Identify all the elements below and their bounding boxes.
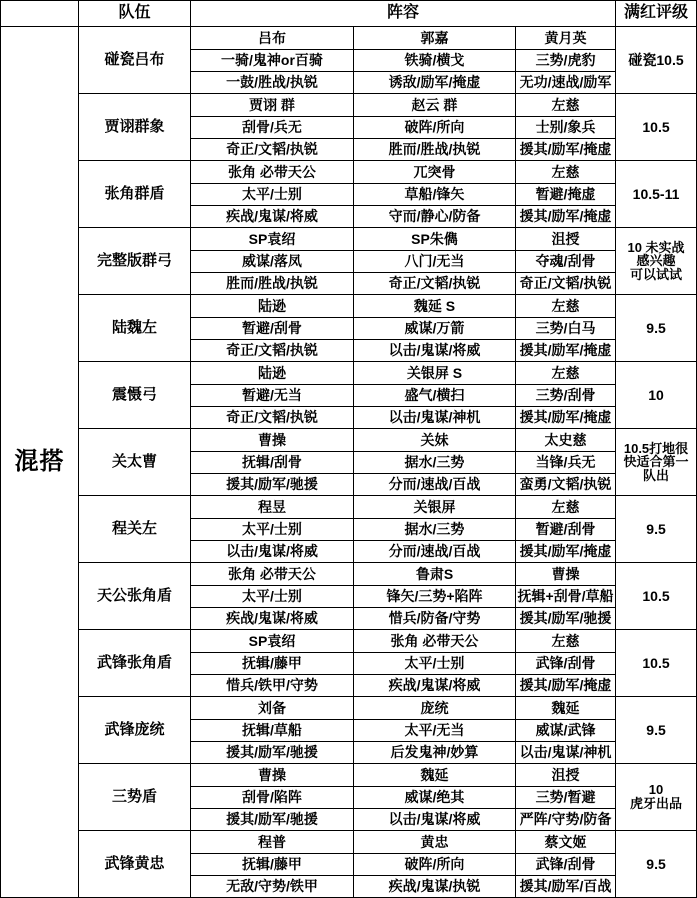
skill-cell: 威谋/武锋 <box>516 720 616 742</box>
skill-cell: 武锋/刮骨 <box>516 854 616 876</box>
hero-name-cell: 左慈 <box>516 161 616 184</box>
skill-cell: 奇正/文韬/执锐 <box>191 340 354 362</box>
table-row <box>1 161 697 184</box>
skill-cell: 蛮勇/文韬/执锐 <box>516 474 616 496</box>
hero-name-cell: 赵云 群 <box>354 94 516 117</box>
team-name-cell: 武锋黄忠 <box>79 831 191 898</box>
skill-cell: 以击/鬼谋/将威 <box>354 340 516 362</box>
header-team: 队伍 <box>79 1 191 27</box>
skill-cell: 惜兵/防备/守势 <box>354 608 516 630</box>
skill-cell: 抚辑/藤甲 <box>191 653 354 675</box>
skill-cell: 援其/励军/驰援 <box>191 474 354 496</box>
skill-cell: 铁骑/横戈 <box>354 50 516 72</box>
table-row <box>1 630 697 653</box>
skill-cell: 疾战/鬼谋/执锐 <box>354 876 516 898</box>
rating-cell: 10.5-11 <box>616 161 697 228</box>
hero-name-cell: 左慈 <box>516 94 616 117</box>
team-name-cell: 三势盾 <box>79 764 191 831</box>
skill-cell: 疾战/鬼谋/将威 <box>191 206 354 228</box>
skill-cell: 威谋/绝其 <box>354 787 516 809</box>
skill-cell: 抚辑+刮骨/草船 <box>516 586 616 608</box>
hero-name-cell: 曹操 <box>516 563 616 586</box>
skill-cell: 草船/锋矢 <box>354 184 516 206</box>
skill-cell: 严阵/守势/防备 <box>516 809 616 831</box>
skill-cell: 一鼓/胜战/执锐 <box>191 72 354 94</box>
hero-name-cell: 兀突骨 <box>354 161 516 184</box>
table-header-row <box>1 1 697 27</box>
rating-cell: 9.5 <box>616 697 697 764</box>
skill-cell: 奇正/文韬/执锐 <box>516 273 616 295</box>
hero-name-cell: 鲁肃S <box>354 563 516 586</box>
team-name-cell: 关太曹 <box>79 429 191 496</box>
hero-name-cell: 曹操 <box>191 764 354 787</box>
hero-name-cell: 贾诩 群 <box>191 94 354 117</box>
skill-cell: 破阵/所向 <box>354 117 516 139</box>
hero-name-cell: 沮授 <box>516 228 616 251</box>
skill-cell: 太平/无当 <box>354 720 516 742</box>
hero-name-cell: SP袁绍 <box>191 630 354 653</box>
skill-cell: 一骑/鬼神or百骑 <box>191 50 354 72</box>
hero-name-cell: 郭嘉 <box>354 27 516 50</box>
skill-cell: 抚辑/草船 <box>191 720 354 742</box>
rating-cell: 10.5 <box>616 94 697 161</box>
skill-cell: 抚辑/藤甲 <box>191 854 354 876</box>
skill-cell: 分而/速战/百战 <box>354 541 516 563</box>
team-name-cell: 碰瓷吕布 <box>79 27 191 94</box>
hero-name-cell: 吕布 <box>191 27 354 50</box>
team-name-cell: 程关左 <box>79 496 191 563</box>
header-category-blank <box>1 1 79 27</box>
hero-name-cell: SP袁绍 <box>191 228 354 251</box>
hero-name-cell: 沮授 <box>516 764 616 787</box>
skill-cell: 八门/无当 <box>354 251 516 273</box>
skill-cell: 惜兵/铁甲/守势 <box>191 675 354 697</box>
hero-name-cell: SP朱儁 <box>354 228 516 251</box>
skill-cell: 胜而/胜战/执锐 <box>191 273 354 295</box>
skill-cell: 刮骨/陷阵 <box>191 787 354 809</box>
skill-cell: 据水/三势 <box>354 519 516 541</box>
skill-cell: 援其/励军/掩虚 <box>516 206 616 228</box>
hero-name-cell: 黄忠 <box>354 831 516 854</box>
skill-cell: 太平/士别 <box>191 184 354 206</box>
hero-name-cell: 关银屏 <box>354 496 516 519</box>
rating-cell: 10.5 <box>616 630 697 697</box>
skill-cell: 守而/静心/防备 <box>354 206 516 228</box>
category-cell: 混搭 <box>1 27 79 898</box>
hero-name-cell: 庞统 <box>354 697 516 720</box>
table-row <box>1 831 697 854</box>
hero-name-cell: 太史慈 <box>516 429 616 452</box>
skill-cell: 援其/励军/掩虚 <box>516 407 616 429</box>
hero-name-cell: 左慈 <box>516 496 616 519</box>
skill-cell: 奇正/文韬/执锐 <box>354 273 516 295</box>
rating-cell: 10 虎牙出品 <box>616 764 697 831</box>
team-name-cell: 张角群盾 <box>79 161 191 228</box>
team-name-cell: 天公张角盾 <box>79 563 191 630</box>
skill-cell: 暂避/刮骨 <box>516 519 616 541</box>
hero-name-cell: 左慈 <box>516 295 616 318</box>
skill-cell: 太平/士别 <box>354 653 516 675</box>
hero-name-cell: 魏延 S <box>354 295 516 318</box>
skill-cell: 奇正/文韬/执锐 <box>191 407 354 429</box>
hero-name-cell: 黄月英 <box>516 27 616 50</box>
skill-cell: 刮骨/兵无 <box>191 117 354 139</box>
table-row <box>1 362 697 385</box>
skill-cell: 疾战/鬼谋/将威 <box>354 675 516 697</box>
header-lineup: 阵容 <box>191 1 616 27</box>
skill-cell: 夺魂/刮骨 <box>516 251 616 273</box>
skill-cell: 奇正/文韬/执锐 <box>191 139 354 161</box>
hero-name-cell: 左慈 <box>516 362 616 385</box>
rating-cell: 碰瓷10.5 <box>616 27 697 94</box>
team-name-cell: 武锋庞统 <box>79 697 191 764</box>
skill-cell: 援其/励军/掩虚 <box>516 675 616 697</box>
team-name-cell: 武锋张角盾 <box>79 630 191 697</box>
header-rating: 满红评级 <box>616 1 697 27</box>
hero-name-cell: 张角 必带天公 <box>354 630 516 653</box>
rating-cell: 9.5 <box>616 831 697 898</box>
hero-name-cell: 左慈 <box>516 630 616 653</box>
skill-cell: 援其/励军/驰援 <box>516 608 616 630</box>
skill-cell: 抚辑/刮骨 <box>191 452 354 474</box>
skill-cell: 盛气/横扫 <box>354 385 516 407</box>
team-name-cell: 完整版群弓 <box>79 228 191 295</box>
table-row <box>1 697 697 720</box>
rating-cell: 9.5 <box>616 496 697 563</box>
skill-cell: 胜而/胜战/执锐 <box>354 139 516 161</box>
table-row <box>1 429 697 452</box>
table-row <box>1 496 697 519</box>
skill-cell: 暂避/掩虚 <box>516 184 616 206</box>
skill-cell: 威谋/万箭 <box>354 318 516 340</box>
skill-cell: 后发鬼神/妙算 <box>354 742 516 764</box>
team-name-cell: 陆魏左 <box>79 295 191 362</box>
skill-cell: 三势/刮骨 <box>516 385 616 407</box>
skill-cell: 以击/鬼谋/将威 <box>354 809 516 831</box>
rating-cell: 10 <box>616 362 697 429</box>
skill-cell: 诱敌/励军/掩虚 <box>354 72 516 94</box>
skill-cell: 无功/速战/励军 <box>516 72 616 94</box>
skill-cell: 援其/励军/掩虚 <box>516 541 616 563</box>
skill-cell: 暂避/无当 <box>191 385 354 407</box>
hero-name-cell: 张角 必带天公 <box>191 563 354 586</box>
hero-name-cell: 关妹 <box>354 429 516 452</box>
hero-name-cell: 关银屏 S <box>354 362 516 385</box>
skill-cell: 太平/士别 <box>191 586 354 608</box>
team-name-cell: 贾诩群象 <box>79 94 191 161</box>
hero-name-cell: 程昱 <box>191 496 354 519</box>
skill-cell: 武锋/刮骨 <box>516 653 616 675</box>
hero-name-cell: 蔡文姬 <box>516 831 616 854</box>
skill-cell: 分而/速战/百战 <box>354 474 516 496</box>
skill-cell: 三势/白马 <box>516 318 616 340</box>
skill-cell: 破阵/所向 <box>354 854 516 876</box>
skill-cell: 威谋/落凤 <box>191 251 354 273</box>
table-row <box>1 94 697 117</box>
skill-cell: 援其/励军/掩虚 <box>516 139 616 161</box>
skill-cell: 暂避/刮骨 <box>191 318 354 340</box>
skill-cell: 以击/鬼谋/神机 <box>516 742 616 764</box>
hero-name-cell: 陆逊 <box>191 295 354 318</box>
skill-cell: 援其/励军/百战 <box>516 876 616 898</box>
rating-cell: 10.5打地很 快适合第一 队出 <box>616 429 697 496</box>
table-row <box>1 563 697 586</box>
table-row <box>1 295 697 318</box>
skill-cell: 太平/士别 <box>191 519 354 541</box>
hero-name-cell: 陆逊 <box>191 362 354 385</box>
skill-cell: 疾战/鬼谋/将威 <box>191 608 354 630</box>
hero-name-cell: 刘备 <box>191 697 354 720</box>
hero-name-cell: 曹操 <box>191 429 354 452</box>
skill-cell: 以击/鬼谋/神机 <box>354 407 516 429</box>
hero-name-cell: 张角 必带天公 <box>191 161 354 184</box>
skill-cell: 士别/象兵 <box>516 117 616 139</box>
table-row <box>1 764 697 787</box>
skill-cell: 当锋/兵无 <box>516 452 616 474</box>
skill-cell: 援其/励军/驰援 <box>191 742 354 764</box>
table-row <box>1 228 697 251</box>
hero-name-cell: 程普 <box>191 831 354 854</box>
skill-cell: 无敌/守势/铁甲 <box>191 876 354 898</box>
skill-cell: 三势/暂避 <box>516 787 616 809</box>
rating-cell: 10.5 <box>616 563 697 630</box>
rating-cell: 9.5 <box>616 295 697 362</box>
skill-cell: 锋矢/三势+陷阵 <box>354 586 516 608</box>
skill-cell: 据水/三势 <box>354 452 516 474</box>
skill-cell: 三势/虎豹 <box>516 50 616 72</box>
team-name-cell: 震慑弓 <box>79 362 191 429</box>
skill-cell: 援其/励军/驰援 <box>191 809 354 831</box>
hero-name-cell: 魏延 <box>516 697 616 720</box>
skill-cell: 援其/励军/掩虚 <box>516 340 616 362</box>
hero-name-cell: 魏延 <box>354 764 516 787</box>
rating-cell: 10 未实战 感兴趣 可以试试 <box>616 228 697 295</box>
table-row <box>1 27 697 50</box>
skill-cell: 以击/鬼谋/将威 <box>191 541 354 563</box>
